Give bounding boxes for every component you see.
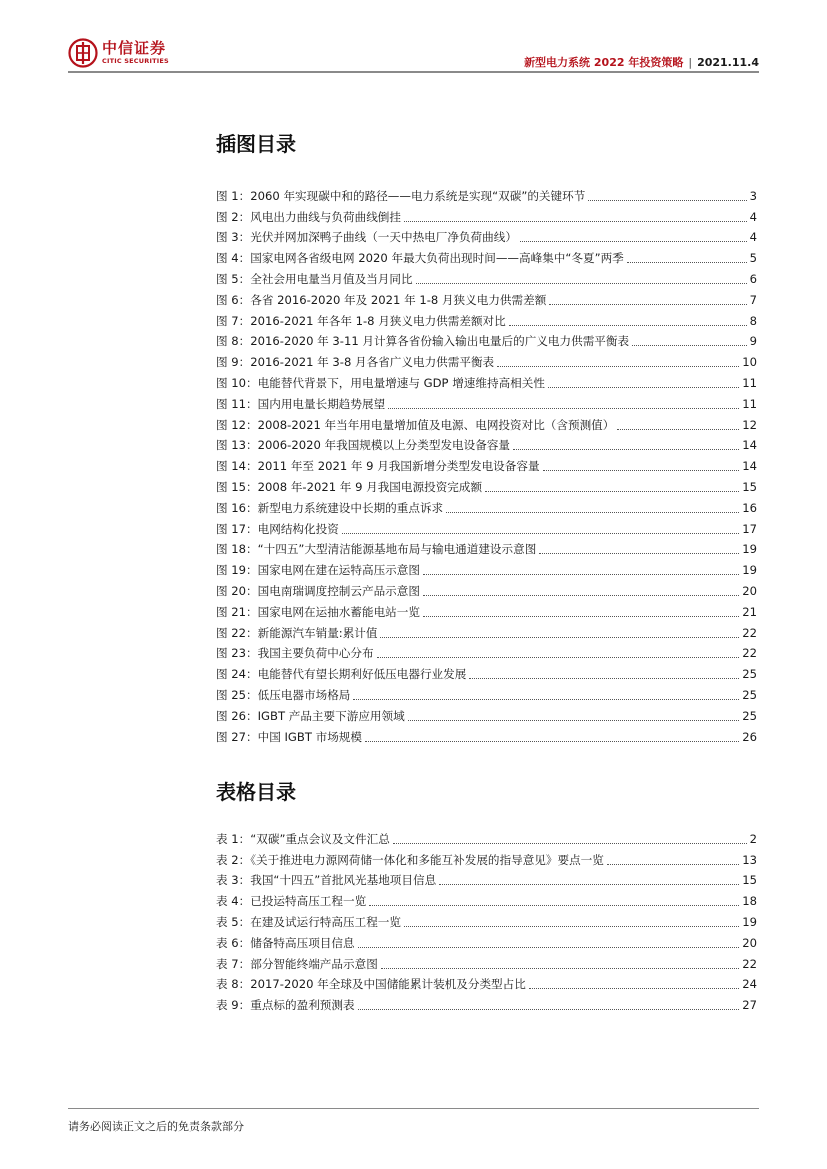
figure-toc-page-number: 25	[742, 688, 757, 703]
figure-toc-entry[interactable]	[216, 245, 757, 266]
page-header	[68, 36, 759, 72]
dot-leader	[446, 512, 739, 513]
dot-leader	[404, 221, 747, 222]
dot-leader	[632, 345, 747, 346]
table-toc-entry[interactable]	[216, 930, 757, 951]
table-toc-page-number: 19	[742, 915, 757, 930]
figure-toc-page-number: 12	[742, 417, 757, 432]
dot-leader	[388, 408, 739, 409]
table-toc-page-number: 15	[742, 873, 757, 888]
figure-toc-entry[interactable]	[216, 453, 757, 474]
figure-toc-page-number: 8	[749, 313, 757, 328]
figure-toc-label: 图 1：2060 年实现碳中和的路径——电力系统是实现“双碳”的关键环节	[216, 188, 586, 203]
table-toc-entry[interactable]	[216, 992, 757, 1013]
figure-toc-entry[interactable]	[216, 724, 757, 745]
figure-toc-page-number: 25	[742, 708, 757, 723]
figure-toc-label: 图 7：2016-2021 年各年 1-8 月狭义电力供需差额对比	[216, 313, 506, 328]
dot-leader	[353, 699, 739, 700]
dot-leader	[469, 678, 739, 679]
figure-toc-label: 图 14：2011 年至 2021 年 9 月我国新增分类型发电设备容量	[216, 459, 540, 474]
figure-toc-page-number: 17	[742, 521, 757, 536]
dot-leader	[381, 968, 739, 969]
figure-toc-page-number: 11	[742, 396, 757, 411]
dot-leader	[485, 491, 739, 492]
dot-leader	[539, 553, 739, 554]
table-toc-label: 表 7：部分智能终端产品示意图	[216, 956, 378, 971]
figure-toc-entry[interactable]	[216, 308, 757, 329]
figure-toc-entry[interactable]	[216, 599, 757, 620]
figure-toc-page-number: 9	[749, 334, 757, 349]
table-toc-page-number: 22	[742, 956, 757, 971]
dot-leader	[548, 387, 739, 388]
table-toc-page-number: 13	[742, 852, 757, 867]
dot-leader	[358, 1009, 740, 1010]
figure-toc-entry[interactable]	[216, 183, 757, 204]
figure-toc-entry[interactable]	[216, 370, 757, 391]
figure-toc-label: 图 25：低压电器市场格局	[216, 688, 351, 703]
figure-toc-page-number: 21	[742, 604, 757, 619]
figure-toc-label: 图 6：各省 2016-2020 年及 2021 年 1-8 月狭义电力供需差额	[216, 292, 547, 307]
figure-toc-label: 图 17：电网结构化投资	[216, 521, 339, 536]
dot-leader	[627, 262, 747, 263]
figure-toc-label: 图 4：国家电网各省级电网 2020 年最大负荷出现时间——高峰集中“冬夏”两季	[216, 251, 624, 266]
figure-toc-entry[interactable]	[216, 225, 757, 246]
figure-toc-entry[interactable]	[216, 537, 757, 558]
figure-toc-page-number: 3	[749, 188, 757, 203]
figure-toc-entry[interactable]	[216, 682, 757, 703]
table-toc-page-number: 18	[742, 894, 757, 909]
figure-toc-page-number: 19	[742, 563, 757, 578]
figure-toc-page-number: 4	[749, 209, 757, 224]
report-date: 2021.11.4	[697, 56, 759, 69]
report-header-title	[524, 54, 759, 70]
table-toc-entry[interactable]	[216, 909, 757, 930]
figure-toc-page-number: 11	[742, 376, 757, 391]
dot-leader	[439, 884, 739, 885]
brand-name-en: CITIC SECURITIES	[102, 57, 169, 66]
figure-toc-label: 图 12：2008-2021 年当年用电量增加值及电源、电网投资对比（含预测值）	[216, 417, 615, 432]
table-toc-label: 表 1：“双碳”重点会议及文件汇总	[216, 831, 390, 846]
figure-toc-page-number: 6	[749, 272, 757, 287]
figure-toc-page-number: 5	[749, 251, 757, 266]
dot-leader	[543, 470, 740, 471]
table-toc-entry[interactable]	[216, 951, 757, 972]
table-toc-page-number: 20	[742, 935, 757, 950]
dot-leader	[423, 595, 739, 596]
figure-toc-entry[interactable]	[216, 641, 757, 662]
figure-toc-entry[interactable]	[216, 620, 757, 641]
figure-toc-page-number: 15	[742, 480, 757, 495]
figure-toc-page-number: 10	[742, 355, 757, 370]
table-toc-page-number: 24	[742, 977, 757, 992]
figure-toc-label: 图 3：光伏并网加深鸭子曲线（一天中热电厂净负荷曲线）	[216, 230, 517, 245]
dot-leader	[529, 988, 739, 989]
dot-leader	[588, 200, 746, 201]
dot-leader	[607, 864, 739, 865]
citic-logo-icon	[68, 38, 98, 68]
dot-leader	[549, 304, 746, 305]
figure-toc-page-number: 20	[742, 584, 757, 599]
figure-toc-entry[interactable]	[216, 266, 757, 287]
figure-toc-entry[interactable]	[216, 349, 757, 370]
dot-leader	[365, 741, 739, 742]
dot-leader	[416, 283, 747, 284]
figure-toc-entry[interactable]	[216, 204, 757, 225]
report-title: 新型电力系统 2022 年投资策略	[524, 56, 684, 69]
figure-toc-entry[interactable]	[216, 578, 757, 599]
figure-toc-label: 图 22：新能源汽车销量:累计值	[216, 625, 378, 640]
table-toc-label: 表 9：重点标的盈利预测表	[216, 998, 355, 1013]
dot-leader	[513, 449, 739, 450]
figure-toc-page-number: 4	[749, 230, 757, 245]
figure-toc-entry[interactable]	[216, 661, 757, 682]
table-toc-label: 表 6：储备特高压项目信息	[216, 935, 355, 950]
dot-leader	[404, 926, 739, 927]
table-toc-entry[interactable]	[216, 826, 757, 847]
figure-toc-entry[interactable]	[216, 391, 757, 412]
table-toc-entry[interactable]	[216, 868, 757, 889]
dot-leader	[380, 637, 739, 638]
figure-toc-label: 图 15：2008 年-2021 年 9 月我国电源投资完成额	[216, 480, 483, 495]
figure-toc-entry[interactable]	[216, 329, 757, 350]
header-divider	[68, 71, 759, 73]
figure-toc-entry[interactable]	[216, 287, 757, 308]
figure-toc-entry[interactable]	[216, 703, 757, 724]
brand-name-cn: 中信证券	[102, 39, 167, 58]
figure-toc-label: 图 9：2016-2021 年 3-8 月各省广义电力供需平衡表	[216, 355, 495, 370]
figure-toc-label: 图 11：国内用电量长期趋势展望	[216, 396, 386, 411]
footer-disclaimer: 请务必阅读正文之后的免责条款部分	[68, 1120, 244, 1133]
figures-toc	[216, 183, 757, 745]
dot-leader	[509, 325, 747, 326]
figure-toc-label: 图 10：电能替代背景下，用电量增速与 GDP 增速维持高相关性	[216, 376, 545, 391]
figure-toc-page-number: 26	[742, 729, 757, 744]
tables-toc	[216, 826, 757, 1013]
table-toc-label: 表 3：我国“十四五”首批风光基地项目信息	[216, 873, 437, 888]
table-toc-entry[interactable]	[216, 888, 757, 909]
dot-leader	[423, 574, 739, 575]
figure-toc-entry[interactable]	[216, 557, 757, 578]
dot-leader	[358, 947, 740, 948]
table-toc-label: 表 8：2017-2020 年全球及中国储能累计装机及分类型占比	[216, 977, 526, 992]
figures-section-title: 插图目录	[216, 132, 296, 156]
figure-toc-label: 图 23：我国主要负荷中心分布	[216, 646, 374, 661]
figure-toc-page-number: 7	[749, 292, 757, 307]
figure-toc-label: 图 16：新型电力系统建设中长期的重点诉求	[216, 500, 444, 515]
footer-divider	[68, 1108, 759, 1109]
figure-toc-entry[interactable]	[216, 516, 757, 537]
figure-toc-entry[interactable]	[216, 412, 757, 433]
figure-toc-label: 图 27：中国 IGBT 市场规模	[216, 729, 362, 744]
table-toc-label: 表 2：《关于推进电力源网荷储一体化和多能互补发展的指导意见》要点一览	[216, 852, 604, 867]
figure-toc-label: 图 5：全社会用电量当月值及当月同比	[216, 272, 413, 287]
figure-toc-label: 图 24：电能替代有望长期利好低压电器行业发展	[216, 667, 467, 682]
figure-toc-label: 图 18：“十四五”大型清洁能源基地布局与输电通道建设示意图	[216, 542, 537, 557]
title-separator: |	[688, 56, 693, 69]
figure-toc-label: 图 13：2006-2020 年我国规模以上分类型发电设备容量	[216, 438, 511, 453]
table-toc-entry[interactable]	[216, 847, 757, 868]
figure-toc-label: 图 2：风电出力曲线与负荷曲线倒挂	[216, 209, 401, 224]
figure-toc-page-number: 19	[742, 542, 757, 557]
table-toc-entry[interactable]	[216, 972, 757, 993]
dot-leader	[393, 843, 747, 844]
tables-section-title: 表格目录	[216, 780, 296, 804]
dot-leader	[408, 720, 740, 721]
dot-leader	[520, 241, 747, 242]
figure-toc-label: 图 26：IGBT 产品主要下游应用领域	[216, 708, 405, 723]
figure-toc-entry[interactable]	[216, 495, 757, 516]
dot-leader	[497, 366, 739, 367]
figure-toc-page-number: 22	[742, 646, 757, 661]
dot-leader	[377, 657, 740, 658]
figure-toc-entry[interactable]	[216, 433, 757, 454]
figure-toc-page-number: 14	[742, 459, 757, 474]
figure-toc-label: 图 19：国家电网在建在运特高压示意图	[216, 563, 420, 578]
figure-toc-label: 图 20：国电南瑞调度控制云产品示意图	[216, 584, 420, 599]
dot-leader	[369, 905, 739, 906]
dot-leader	[617, 429, 739, 430]
figure-toc-page-number: 14	[742, 438, 757, 453]
dot-leader	[423, 616, 739, 617]
figure-toc-label: 图 21：国家电网在运抽水蓄能电站一览	[216, 604, 420, 619]
table-toc-label: 表 4：已投运特高压工程一览	[216, 894, 367, 909]
table-toc-page-number: 2	[749, 831, 757, 846]
figure-toc-page-number: 25	[742, 667, 757, 682]
figure-toc-page-number: 16	[742, 500, 757, 515]
figure-toc-entry[interactable]	[216, 474, 757, 495]
figure-toc-label: 图 8：2016-2020 年 3-11 月计算各省份输入输出电量后的广义电力供需平衡表	[216, 334, 630, 349]
table-toc-page-number: 27	[742, 998, 757, 1013]
figure-toc-page-number: 22	[742, 625, 757, 640]
brand-logo	[68, 38, 169, 68]
dot-leader	[342, 533, 739, 534]
table-toc-label: 表 5：在建及试运行特高压工程一览	[216, 915, 401, 930]
